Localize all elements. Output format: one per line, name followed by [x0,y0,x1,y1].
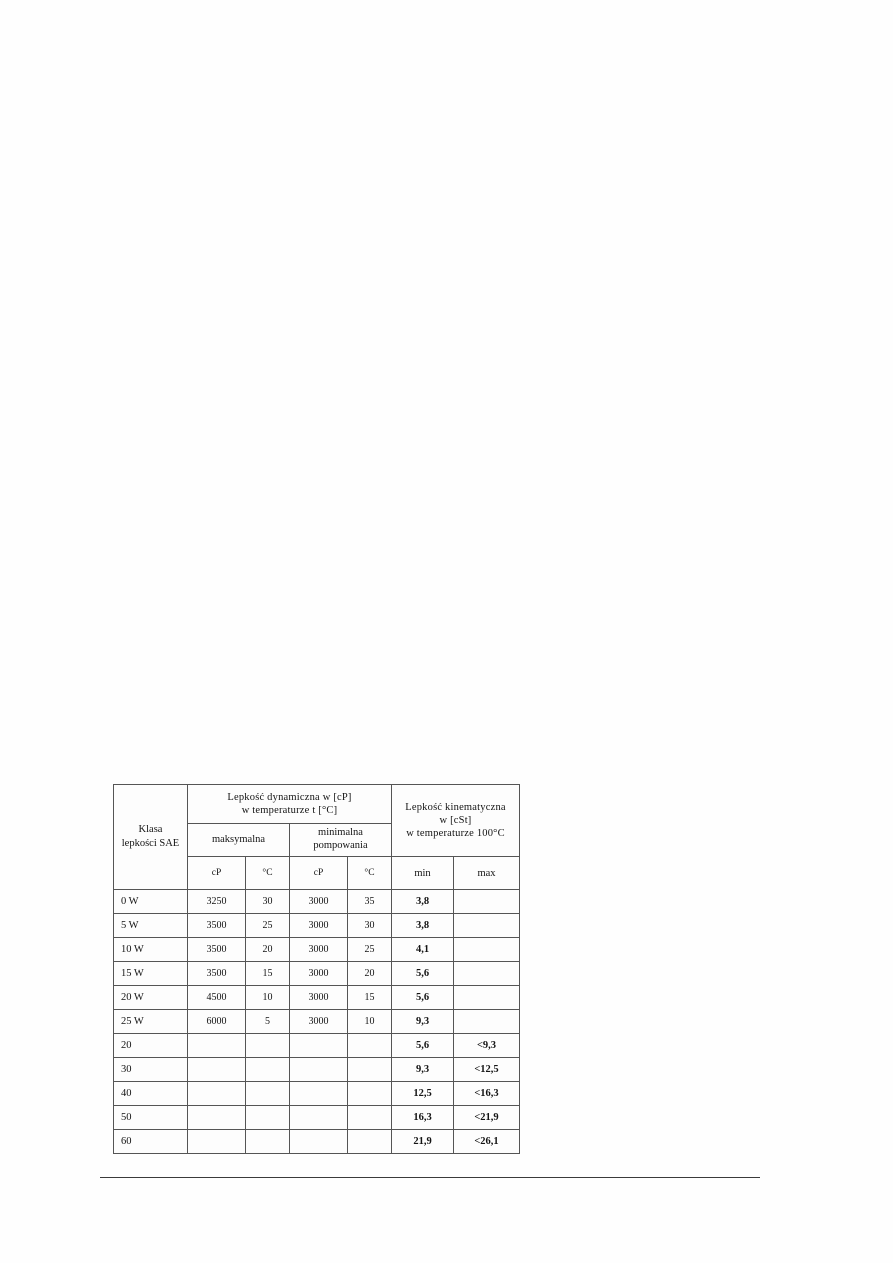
cell-kinematic-max: <12,5 [454,1058,520,1082]
cell-kinematic-min: 12,5 [392,1082,454,1106]
cell-min-celsius: 25 [348,938,392,962]
cell-max-cp: 3500 [188,962,246,986]
cell-max-celsius: 15 [246,962,290,986]
cell-max-celsius [246,1106,290,1130]
header-klasa-line1: Klasa [138,824,163,836]
cell-min-celsius: 15 [348,986,392,1010]
header-maksymalna: maksymalna [188,824,290,857]
header-klasa-lepkosci-sae [114,785,188,890]
cell-min-cp: 3000 [290,1010,348,1034]
cell-kinematic-min: 3,8 [392,914,454,938]
header-kinematic-line2: w [cSt] [439,814,472,826]
cell-min-cp [290,1082,348,1106]
table-body [114,890,520,1154]
cell-kinematic-max [454,962,520,986]
cell-min-cp [290,1034,348,1058]
header-dynamic-viscosity-group [188,785,392,824]
cell-min-celsius: 30 [348,914,392,938]
cell-max-cp [188,1034,246,1058]
cell-kinematic-max [454,890,520,914]
cell-min-celsius [348,1034,392,1058]
viscosity-table-container [113,784,519,1154]
cell-kinematic-max: <16,3 [454,1082,520,1106]
cell-kinematic-min: 3,8 [392,890,454,914]
cell-min-cp: 3000 [290,986,348,1010]
cell-kinematic-max [454,914,520,938]
header-kinematic-line3: w temperaturze 100°C [406,828,505,840]
table-row [114,1106,520,1130]
cell-min-cp: 3000 [290,890,348,914]
table-row [114,1034,520,1058]
cell-max-celsius: 25 [246,914,290,938]
cell-kinematic-min: 5,6 [392,986,454,1010]
header-kinematic-max: max [454,857,520,890]
table-row [114,938,520,962]
cell-kinematic-max: <26,1 [454,1130,520,1154]
cell-max-celsius [246,1034,290,1058]
cell-min-celsius [348,1058,392,1082]
cell-min-cp [290,1058,348,1082]
cell-klasa: 15 W [114,962,188,986]
cell-kinematic-max: <9,3 [454,1034,520,1058]
cell-min-cp: 3000 [290,914,348,938]
cell-klasa: 60 [114,1130,188,1154]
cell-klasa: 10 W [114,938,188,962]
cell-klasa: 0 W [114,890,188,914]
cell-kinematic-max [454,1010,520,1034]
header-minimalna-pompowania [290,824,392,857]
table-row [114,962,520,986]
header-minimalna-line1: minimalna [318,827,363,839]
cell-klasa: 5 W [114,914,188,938]
cell-max-celsius [246,1058,290,1082]
cell-max-celsius: 20 [246,938,290,962]
cell-min-celsius: 10 [348,1010,392,1034]
cell-max-celsius: 30 [246,890,290,914]
cell-min-celsius [348,1130,392,1154]
cell-klasa: 40 [114,1082,188,1106]
cell-max-celsius [246,1130,290,1154]
cell-kinematic-max [454,986,520,1010]
header-klasa-line2: lepkości SAE [121,838,180,849]
header-unit-cp-min: cP [290,857,348,890]
cell-max-celsius: 10 [246,986,290,1010]
cell-klasa: 25 W [114,1010,188,1034]
header-kinematic-line1: Lepkość kinematyczna [405,801,506,813]
cell-max-cp [188,1106,246,1130]
cell-min-cp: 3000 [290,938,348,962]
table-row [114,1058,520,1082]
cell-min-celsius [348,1082,392,1106]
header-unit-cp-max: cP [188,857,246,890]
cell-kinematic-max: <21,9 [454,1106,520,1130]
cell-max-cp [188,1130,246,1154]
table-row [114,1082,520,1106]
cell-kinematic-min: 21,9 [392,1130,454,1154]
cell-min-cp [290,1130,348,1154]
cell-min-celsius [348,1106,392,1130]
table-header-row-groups [114,785,520,824]
header-kinematic-min: min [392,857,454,890]
cell-max-cp: 6000 [188,1010,246,1034]
cell-kinematic-min: 9,3 [392,1010,454,1034]
cell-klasa: 50 [114,1106,188,1130]
cell-kinematic-min: 5,6 [392,1034,454,1058]
table-row [114,986,520,1010]
table-row [114,914,520,938]
table-row [114,1130,520,1154]
sae-viscosity-table [113,784,520,1154]
cell-max-celsius: 5 [246,1010,290,1034]
cell-klasa: 20 [114,1034,188,1058]
header-dynamic-line1: Lepkość dynamiczna w [cP] [227,791,352,803]
cell-max-cp: 3500 [188,938,246,962]
cell-max-cp [188,1058,246,1082]
cell-max-cp: 4500 [188,986,246,1010]
header-unit-celsius-min: °C [348,857,392,890]
header-kinematic-viscosity-group [392,785,520,857]
header-unit-celsius-max: °C [246,857,290,890]
cell-max-celsius [246,1082,290,1106]
cell-kinematic-min: 5,6 [392,962,454,986]
cell-max-cp: 3500 [188,914,246,938]
header-minimalna-line2: pompowania [313,840,368,851]
cell-min-celsius: 35 [348,890,392,914]
cell-min-cp: 3000 [290,962,348,986]
cell-max-cp: 3250 [188,890,246,914]
cell-kinematic-max [454,938,520,962]
cell-min-celsius: 20 [348,962,392,986]
cell-min-cp [290,1106,348,1130]
header-dynamic-line2: w temperaturze t [°C] [241,805,338,816]
table-row [114,890,520,914]
cell-max-cp [188,1082,246,1106]
cell-klasa: 20 W [114,986,188,1010]
table-row [114,1010,520,1034]
cell-klasa: 30 [114,1058,188,1082]
cell-kinematic-min: 16,3 [392,1106,454,1130]
cell-kinematic-min: 9,3 [392,1058,454,1082]
footer-divider [100,1177,760,1178]
table-header [114,785,520,890]
cell-kinematic-min: 4,1 [392,938,454,962]
